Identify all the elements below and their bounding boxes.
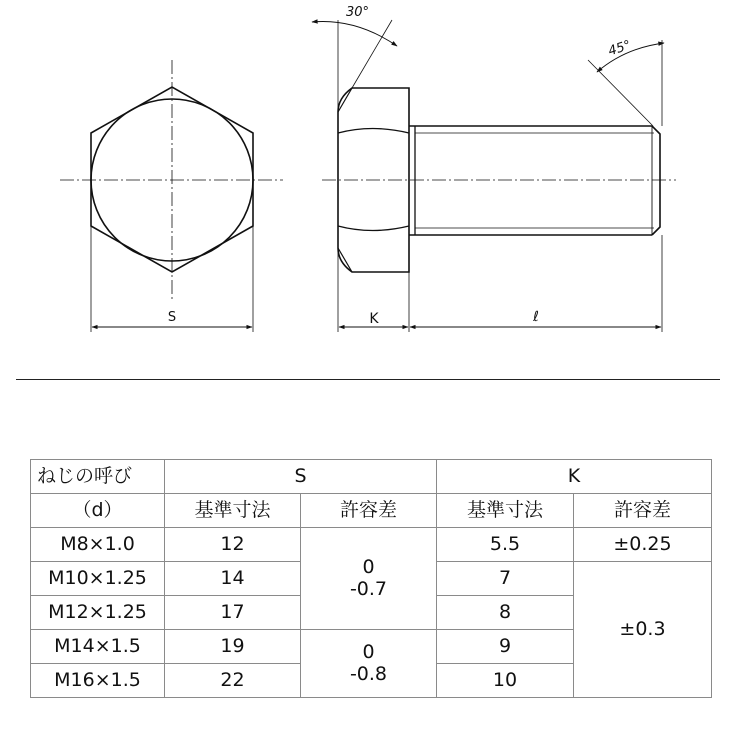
bolt-tip-outline — [652, 126, 660, 235]
s-tolerance-cell — [301, 528, 437, 630]
dimension-label-k: K — [369, 311, 379, 327]
k-tolerance-cell: ±0.3 — [574, 562, 712, 698]
hex-head-top-view — [60, 60, 283, 332]
bolt-technical-drawing — [0, 0, 736, 360]
table-subheader-row — [31, 494, 712, 528]
header-k: K — [437, 460, 712, 494]
s-tolerance-upper: 0 — [362, 640, 375, 663]
s-nominal-cell: 22 — [165, 664, 301, 698]
table-row — [31, 528, 712, 562]
angle-label-45: 45° — [606, 37, 633, 60]
s-nominal-cell: 14 — [165, 562, 301, 596]
header-k-tolerance: 許容差 — [574, 494, 712, 528]
head-flat-lower — [338, 226, 409, 231]
dimension-label-l: ℓ — [533, 309, 539, 325]
k-nominal-cell: 7 — [437, 562, 574, 596]
section-divider — [16, 379, 720, 380]
thread-size-cell: M14×1.5 — [31, 630, 165, 664]
header-k-nominal: 基準寸法 — [437, 494, 574, 528]
table-header-row — [31, 460, 712, 494]
k-nominal-cell: 8 — [437, 596, 574, 630]
header-thread-size: ねじの呼び — [31, 460, 165, 494]
s-nominal-cell: 12 — [165, 528, 301, 562]
dimension-table — [30, 459, 712, 698]
k-nominal-cell: 10 — [437, 664, 574, 698]
s-nominal-cell: 17 — [165, 596, 301, 630]
s-tolerance-lower: -0.8 — [349, 662, 388, 685]
s-nominal-cell: 19 — [165, 630, 301, 664]
head-flat-upper — [338, 129, 409, 134]
header-s-nominal: 基準寸法 — [165, 494, 301, 528]
angle-45-leader-line — [588, 60, 653, 126]
header-thread-d: （d） — [31, 494, 165, 528]
s-tolerance-cell — [301, 630, 437, 698]
thread-size-cell: M16×1.5 — [31, 664, 165, 698]
thread-size-cell: M12×1.25 — [31, 596, 165, 630]
header-s-tolerance: 許容差 — [301, 494, 437, 528]
header-s: S — [165, 460, 437, 494]
s-tolerance-lower: -0.7 — [349, 577, 388, 600]
thread-size-cell: M10×1.25 — [31, 562, 165, 596]
s-tolerance-upper: 0 — [362, 555, 375, 578]
k-tolerance-cell: ±0.25 — [574, 528, 712, 562]
k-nominal-cell: 5.5 — [437, 528, 574, 562]
angle-label-30: 30° — [346, 5, 370, 20]
dimension-label-s: S — [167, 310, 177, 325]
angle-30-leader-line — [352, 20, 392, 88]
thread-size-cell: M8×1.0 — [31, 528, 165, 562]
bolt-side-view — [312, 20, 676, 332]
k-nominal-cell: 9 — [437, 630, 574, 664]
